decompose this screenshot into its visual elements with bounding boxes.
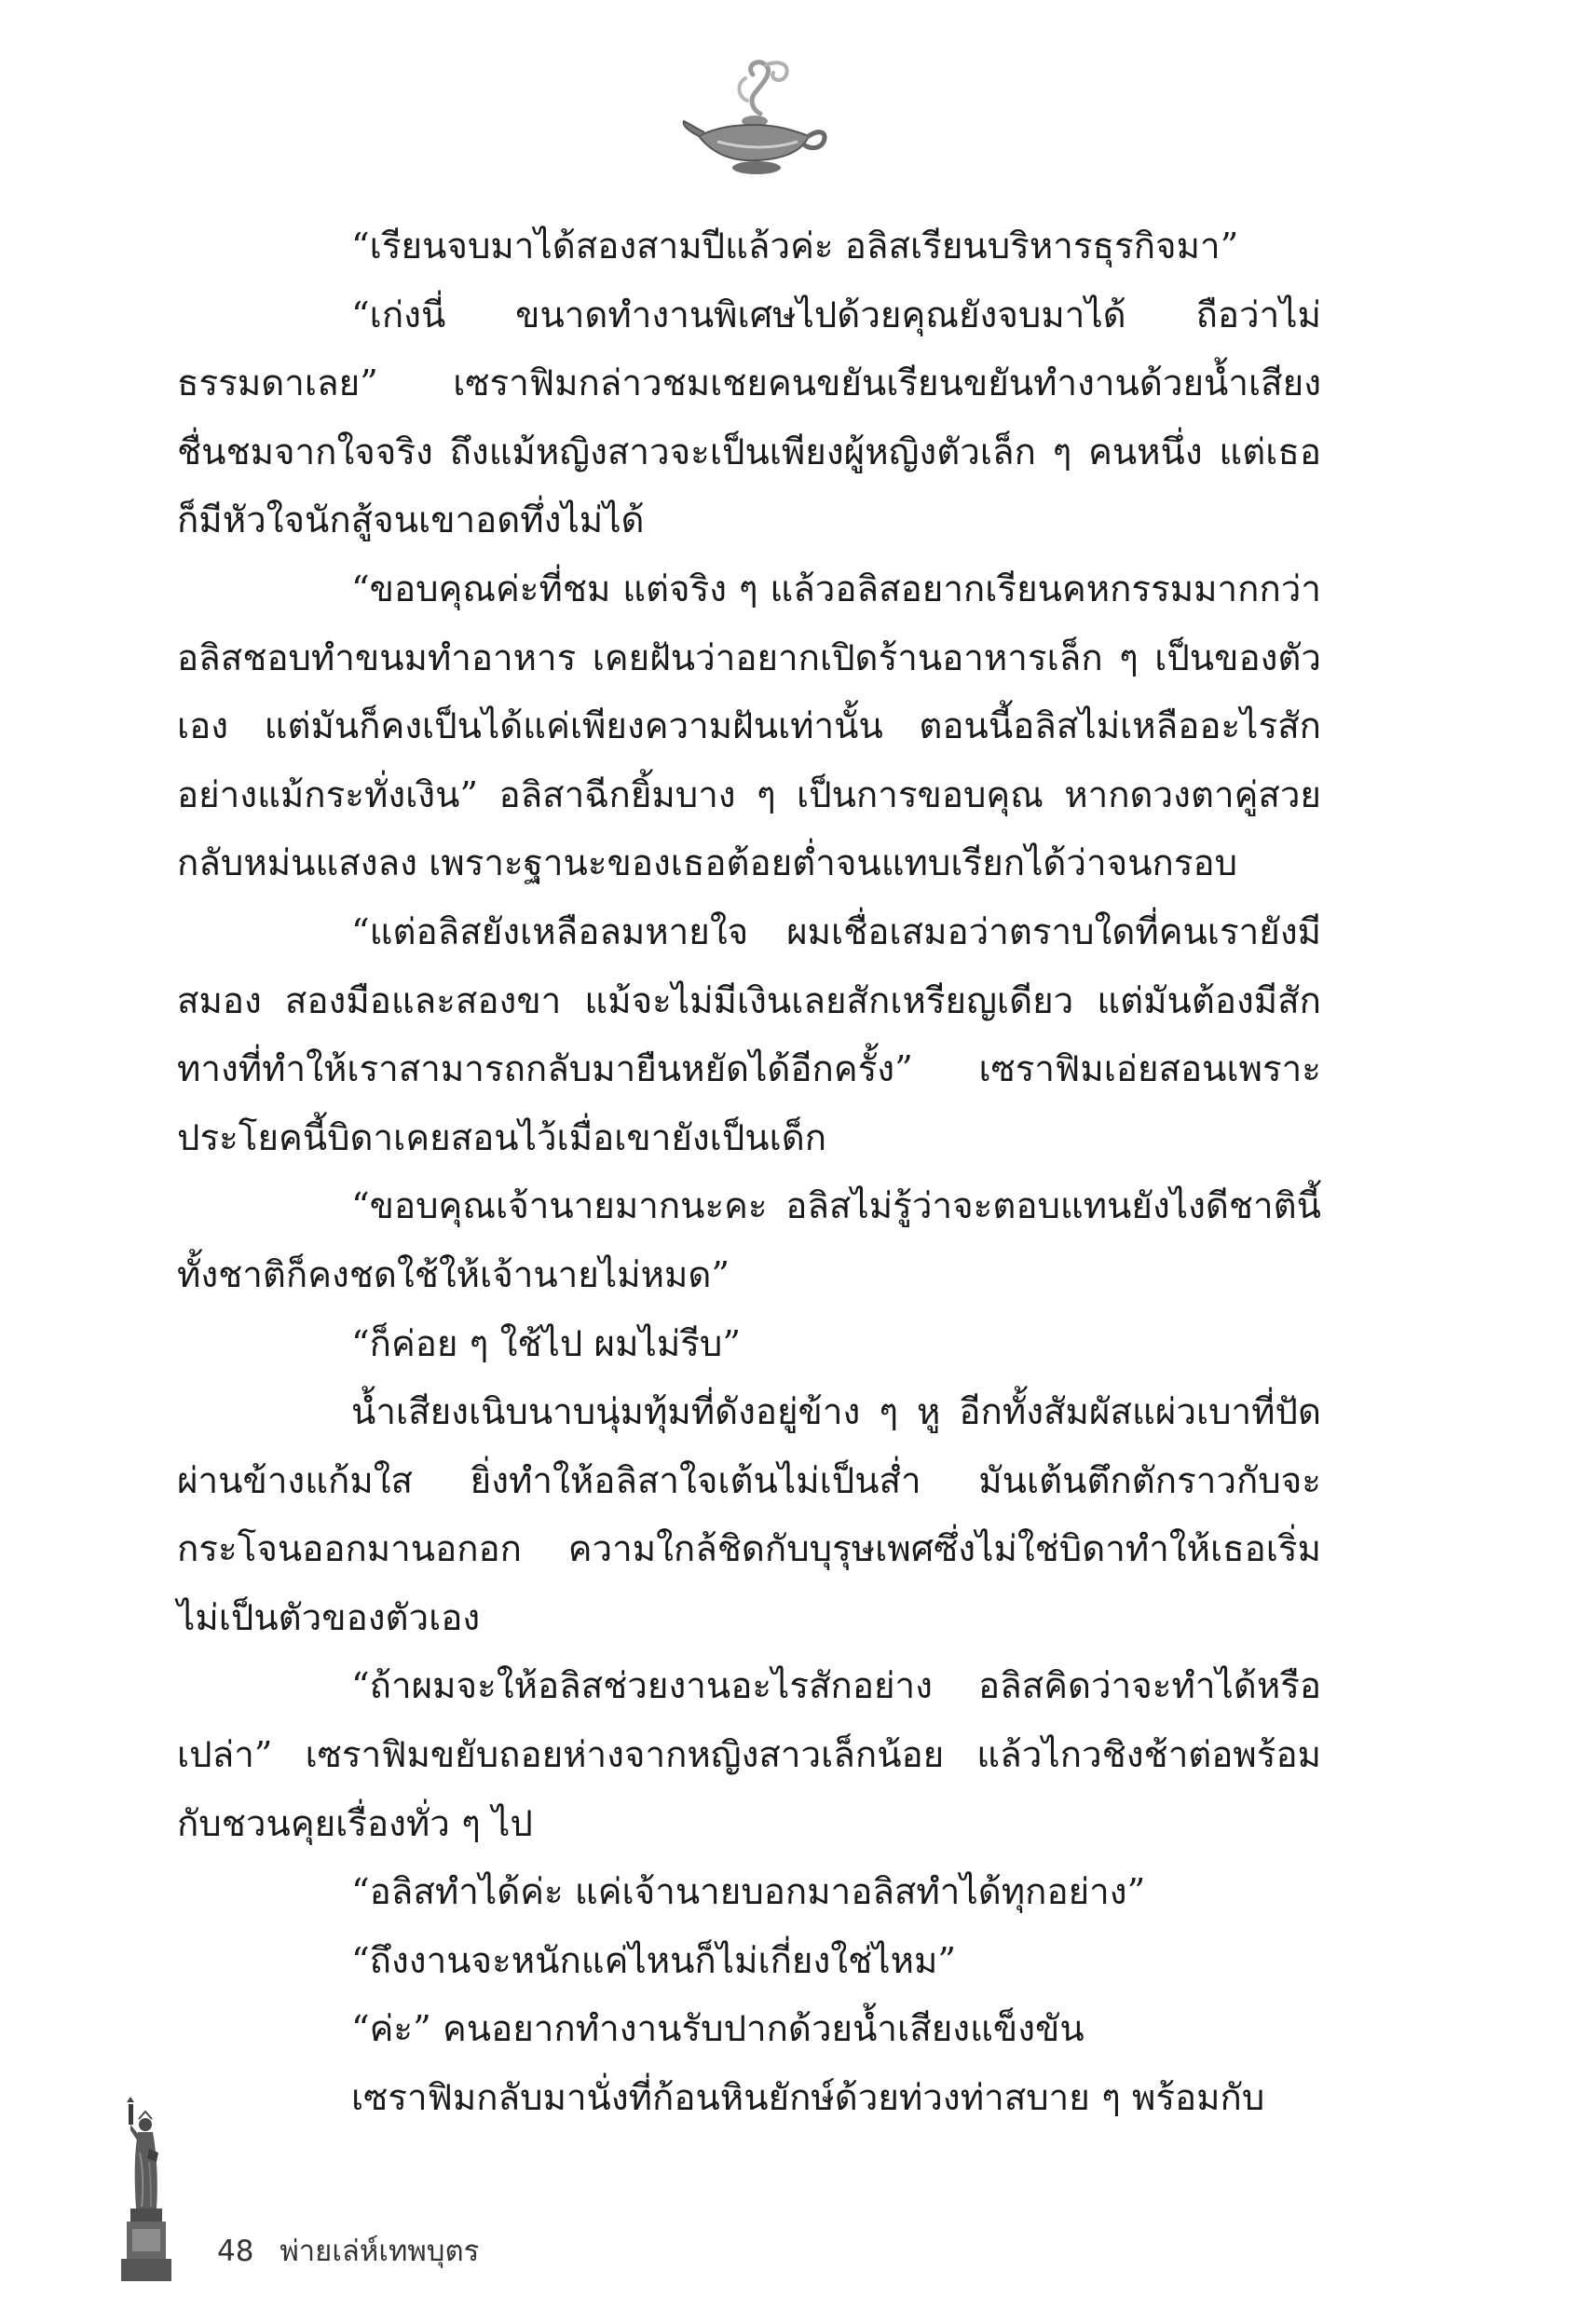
paragraph: น้ำเสียงเนิบนาบนุ่มทุ้มที่ดังอยู่ข้าง ๆ หู อีกทั้งสัมผัสแผ่วเบาที่ปัดผ่านข้างแก้มใส ยิ่งทำให้อลิสาใจเต้นไม่เป็นส่ำ มันเต้นตึกตักราวกับจะกระโจนออกมานอกอก ความใกล้ชิดกับบุรุษเพศซึ่งไม่ใช่บิดาทำให้เธอเริ่มไม่เป็นตัวของตัวเอง bbox=[177, 1391, 1321, 1639]
paragraph: เซราฟิมกลับมานั่งที่ก้อนหินยักษ์ด้วยท่วงท่าสบาย ๆ พร้อมกับ bbox=[351, 2077, 1265, 2120]
page-number: 48 bbox=[217, 2235, 254, 2268]
paragraph: “ขอบคุณค่ะที่ชม แต่จริง ๆ แล้วอลิสอยากเรียนคหกรรมมากกว่าอลิสชอบทำขนมทำอาหาร เคยฝันว่าอยากเปิดร้านอาหารเล็ก ๆ เป็นของตัวเอง แต่มันก็คงเป็นได้แค่เพียงความฝันเท่านั้น ตอนนี้อลิสไม่เหลืออะไรสักอย่างแม้กระทั่งเงิน” อลิสาฉีกยิ้มบาง ๆ เป็นการขอบคุณ หากดวงตาคู่สวยกลับหม่นแสงลง เพราะฐานะของเธอต้อยต่ำจนแทบเรียกได้ว่าจนกรอบ bbox=[177, 567, 1321, 885]
paragraph: “เรียนจบมาได้สองสามปีแล้วค่ะ อลิสเรียนบริหารธุรกิจมา” bbox=[351, 226, 1239, 267]
paragraph: “ก็ค่อย ๆ ใช้ไป ผมไม่รีบ” bbox=[351, 1322, 742, 1365]
page-footer bbox=[217, 2227, 479, 2274]
book-title: พ่ายเล่ห์เทพบุตร bbox=[280, 2235, 480, 2268]
paragraph: “เก่งนี่ ขนาดทำงานพิเศษไปด้วยคุณยังจบมาได้ ถือว่าไม่ธรรมดาเลย” เซราฟิมกล่าวชมเชยคนขยันเรียนขยันทำงานด้วยน้ำเสียงชื่นชมจากใจจริง ถึงแม้หญิงสาวจะเป็นเพียงผู้หญิงตัวเล็ก ๆ คนหนึ่ง แต่เธอก็มีหัวใจนักสู้จนเขาอดทึ่งไม่ได้ bbox=[177, 294, 1321, 542]
story-text bbox=[177, 212, 1321, 2133]
statue-of-liberty-icon bbox=[116, 2097, 171, 2283]
paragraph: “อลิสทำได้ค่ะ แค่เจ้านายบอกมาอลิสทำได้ทุกอย่าง” bbox=[351, 1871, 1146, 1914]
paragraph: “ถ้าผมจะให้อลิสช่วยงานอะไรสักอย่าง อลิสคิดว่าจะทำได้หรือเปล่า” เซราฟิมขยับถอยห่างจากหญิงสาวเล็กน้อย แล้วไกวชิงช้าต่อพร้อมกับชวนคุยเรื่องทั่ว ๆ ไป bbox=[177, 1665, 1321, 1845]
paragraph: “แต่อลิสยังเหลือลมหายใจ ผมเชื่อเสมอว่าตราบใดที่คนเรายังมีสมอง สองมือและสองขา แม้จะไม่มีเงินเลยสักเหรียญเดียว แต่มันต้องมีสักทางที่ทำให้เราสามารถกลับมายืนหยัดได้อีกครั้ง” เซราฟิมเอ่ยสอนเพราะประโยคนี้บิดาเคยสอนไว้เมื่อเขายังเป็นเด็ก bbox=[177, 910, 1321, 1159]
paragraph: “ถึงงานจะหนักแค่ไหนก็ไม่เกี่ยงใช่ไหม” bbox=[351, 1939, 957, 1982]
paragraph: “ค่ะ” คนอยากทำงานรับปากด้วยน้ำเสียงแข็งขัน bbox=[351, 2008, 1084, 2051]
magic-lamp-ornament-icon bbox=[680, 56, 829, 186]
paragraph: “ขอบคุณเจ้านายมากนะคะ อลิสไม่รู้ว่าจะตอบแทนยังไงดีชาตินี้ทั้งชาติก็คงชดใช้ให้เจ้านายไม่หมด” bbox=[177, 1185, 1321, 1296]
